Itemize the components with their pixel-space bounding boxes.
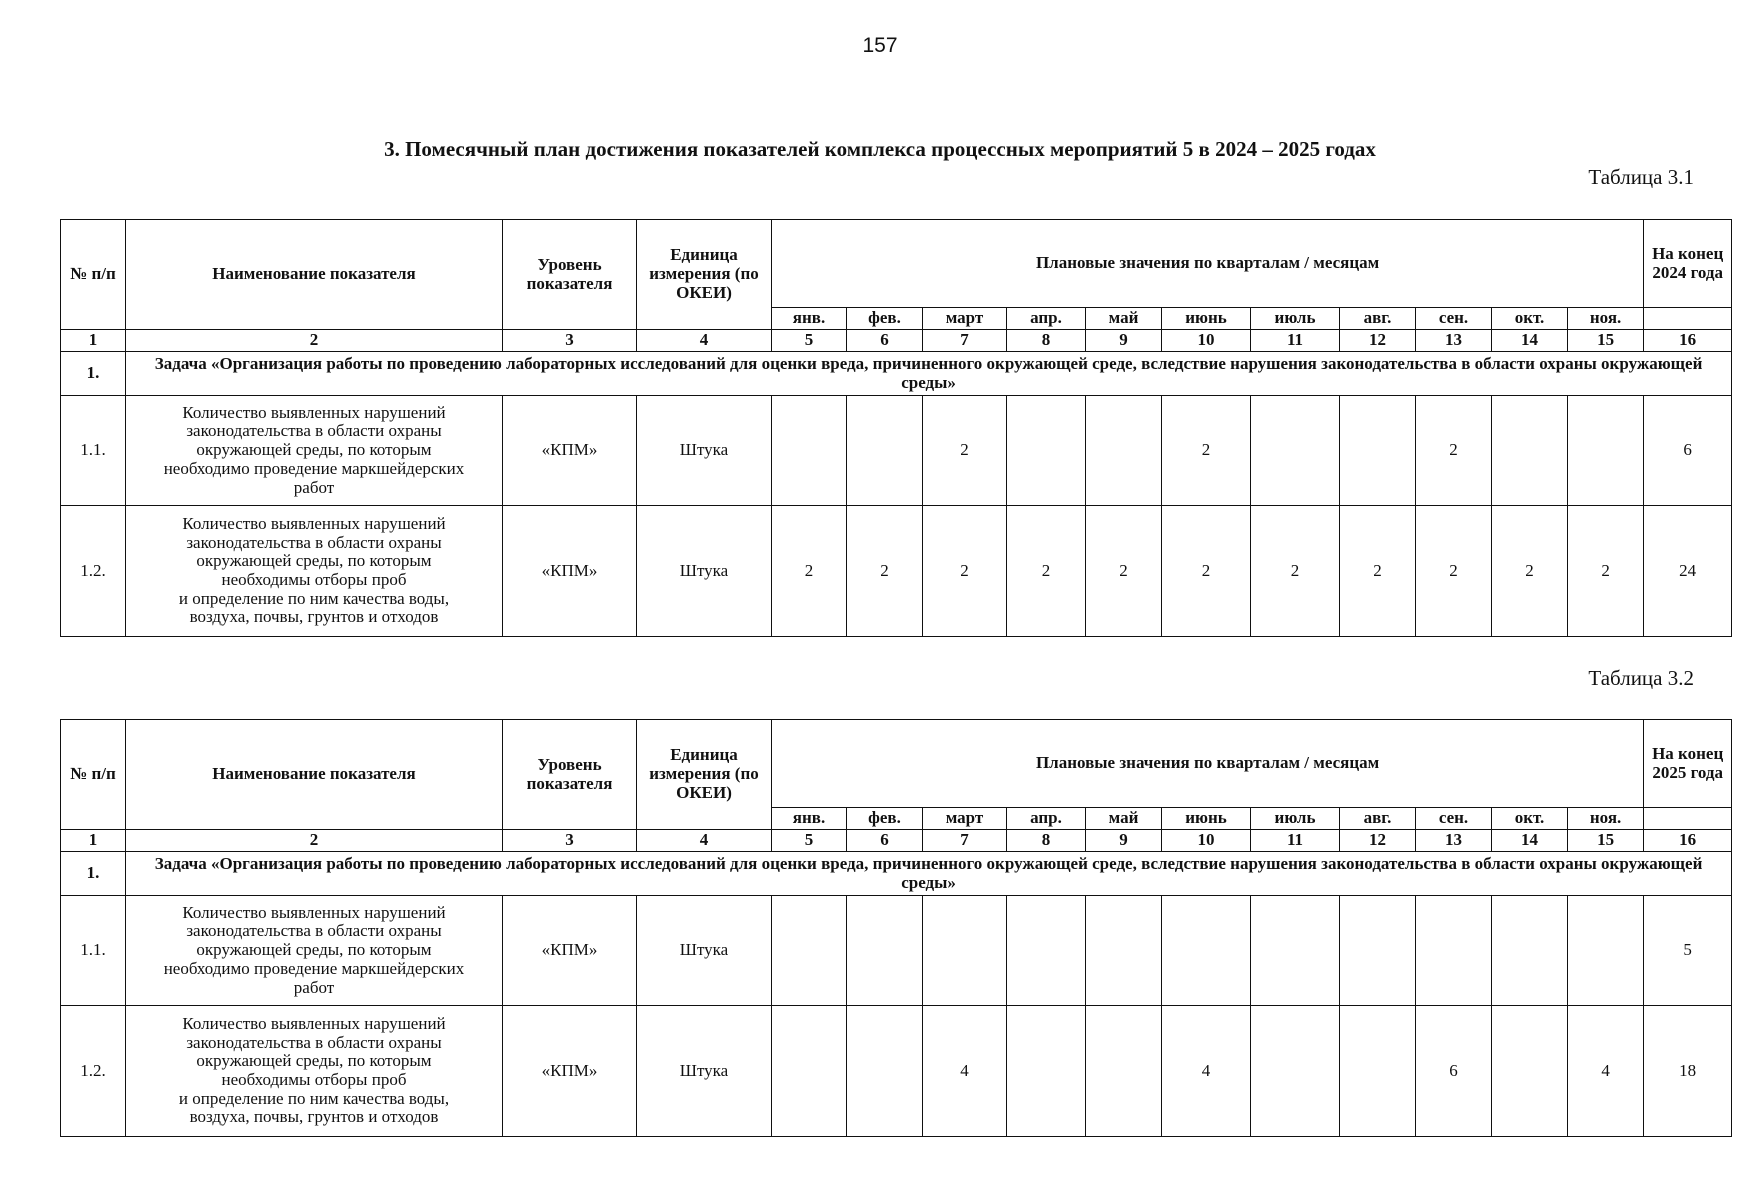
indicator-name-line: и определение по ним качества воды, [178,588,450,608]
column-number: 14 [1492,330,1568,352]
table-row [61,396,1732,506]
header-month: ноя. [1568,308,1644,330]
indicator-name-line: законодательства в области охраны [186,532,442,552]
header-month: июнь [1162,808,1251,830]
header-month: окт. [1492,808,1568,830]
month-value: 2 [1340,506,1416,637]
month-value [923,896,1007,1006]
header-month: сен. [1416,308,1492,330]
column-number: 1 [61,830,126,852]
table-caption: Таблица 3.1 [1588,165,1694,189]
column-number: 3 [503,830,637,852]
header-unit: Единица измерения (по ОКЕИ) [637,220,772,330]
month-value: 4 [923,1006,1007,1137]
month-value: 2 [1251,506,1340,637]
indicator-name-line: окружающей среды, по которым [196,551,432,571]
header-month: июль [1251,308,1340,330]
month-value: 2 [772,506,847,637]
month-value [772,896,847,1006]
table-caption: Таблица 3.2 [1588,666,1694,690]
table-row [61,506,1732,637]
header-month: янв. [772,808,847,830]
indicator-name [126,396,503,506]
indicator-name-line: необходимо проведение маркшейдерских [163,458,465,478]
indicator-level: «КПМ» [503,1006,637,1137]
column-number-row [61,330,1732,352]
month-value [847,396,923,506]
indicator-name-line: Количество выявленных нарушений [182,402,446,422]
indicator-name [126,1006,503,1137]
indicator-unit: Штука [637,396,772,506]
column-number: 12 [1340,330,1416,352]
month-value [1251,896,1340,1006]
header-month: июнь [1162,308,1251,330]
header-month: ноя. [1568,808,1644,830]
table-row [61,1006,1732,1137]
month-value [1492,896,1568,1006]
header-month: фев. [847,308,923,330]
month-value: 2 [923,506,1007,637]
column-number: 16 [1644,830,1732,852]
month-value [1340,396,1416,506]
header-end: На конец 2025 года [1644,720,1732,808]
header-row [61,220,1732,308]
page-number: 157 [862,34,898,57]
column-number: 13 [1416,830,1492,852]
header-month: фев. [847,808,923,830]
task-text: Задача «Организация работы по проведению лабораторных исследований для оценки вреда, причиненного окружающей среде, вследствие нарушения законодательства в области охраны окружающей среды» [126,352,1732,396]
month-value [1162,896,1251,1006]
column-number: 9 [1086,330,1162,352]
indicator-level: «КПМ» [503,506,637,637]
header-month: март [923,808,1007,830]
column-number: 14 [1492,830,1568,852]
month-value [847,1006,923,1137]
month-value: 2 [923,396,1007,506]
row-num: 1.1. [61,396,126,506]
column-number: 4 [637,830,772,852]
task-text: Задача «Организация работы по проведению лабораторных исследований для оценки вреда, причиненного окружающей среде, вследствие нарушения законодательства в области охраны окружающей среды» [126,852,1732,896]
column-number: 12 [1340,830,1416,852]
header-month: май [1086,808,1162,830]
month-value [772,1006,847,1137]
column-number: 8 [1007,330,1086,352]
end-value: 24 [1644,506,1732,637]
month-value: 2 [1416,396,1492,506]
month-value [1340,896,1416,1006]
header-plan: Плановые значения по кварталам / месяцам [772,720,1644,808]
month-value: 4 [1162,1006,1251,1137]
month-value [1086,896,1162,1006]
column-number: 15 [1568,330,1644,352]
header-month: июль [1251,808,1340,830]
month-value [1086,1006,1162,1137]
column-number: 7 [923,830,1007,852]
indicator-name-line: окружающей среды, по которым [196,440,432,460]
indicator-name-line: Количество выявленных нарушений [182,513,446,533]
task-row [61,852,1732,896]
task-row [61,352,1732,396]
column-number: 10 [1162,330,1251,352]
row-num: 1.1. [61,896,126,1006]
indicator-name-line: необходимы отборы проб [221,1070,407,1089]
column-number: 15 [1568,830,1644,852]
month-value: 2 [1416,506,1492,637]
indicator-name-line: окружающей среды, по которым [196,940,432,960]
month-value [1007,896,1086,1006]
month-value [1007,1006,1086,1137]
header-level: Уровень показателя [503,220,637,330]
end-value: 6 [1644,396,1732,506]
header-month: авг. [1340,308,1416,330]
header-month: авг. [1340,808,1416,830]
column-number: 6 [847,330,923,352]
month-value: 2 [1086,506,1162,637]
column-number: 16 [1644,330,1732,352]
header-month: окт. [1492,308,1568,330]
column-number: 5 [772,830,847,852]
column-number: 4 [637,330,772,352]
indicator-unit: Штука [637,506,772,637]
indicator-name [126,896,503,1006]
column-number-row [61,830,1732,852]
column-number: 2 [126,830,503,852]
document-title: 3. Помесячный план достижения показателей комплекса процессных мероприятий 5 в 2024 – 2025 годах [384,137,1376,161]
indicator-name-line: воздуха, почвы, грунтов и отходов [189,607,439,627]
indicator-level: «КПМ» [503,896,637,1006]
month-value: 4 [1568,1006,1644,1137]
month-value [1251,396,1340,506]
indicator-name-line: законодательства в области охраны [186,921,442,941]
column-number: 7 [923,330,1007,352]
column-number: 9 [1086,830,1162,852]
column-number: 1 [61,330,126,352]
month-value: 2 [1568,506,1644,637]
month-value [1007,396,1086,506]
indicator-name-line: работ [293,477,335,497]
month-value [1340,1006,1416,1137]
header-month: сен. [1416,808,1492,830]
header-plan: Плановые значения по кварталам / месяцам [772,220,1644,308]
indicator-name [126,506,503,637]
task-num: 1. [61,852,126,896]
month-value [1416,896,1492,1006]
column-number: 3 [503,330,637,352]
header-end-blank [1644,808,1732,830]
header-num: № п/п [61,220,126,330]
end-value: 18 [1644,1006,1732,1137]
indicator-unit: Штука [637,1006,772,1137]
indicator-name-line: Количество выявленных нарушений [182,1013,446,1033]
row-num: 1.2. [61,1006,126,1137]
indicator-name-line: и определение по ним качества воды, [178,1088,450,1108]
indicator-name-line: необходимо проведение маркшейдерских [163,958,465,978]
column-number: 10 [1162,830,1251,852]
end-value: 5 [1644,896,1732,1006]
month-value: 2 [847,506,923,637]
row-num: 1.2. [61,506,126,637]
header-month: апр. [1007,308,1086,330]
month-value: 2 [1162,396,1251,506]
column-number: 8 [1007,830,1086,852]
month-value [1251,1006,1340,1137]
header-num: № п/п [61,720,126,830]
indicator-level: «КПМ» [503,396,637,506]
indicator-name-line: окружающей среды, по которым [196,1051,432,1071]
plan-table [60,219,1732,637]
column-number: 11 [1251,830,1340,852]
month-value: 6 [1416,1006,1492,1137]
month-value [1492,1006,1568,1137]
column-number: 13 [1416,330,1492,352]
month-value [1568,896,1644,1006]
month-value: 2 [1492,506,1568,637]
column-number: 6 [847,830,923,852]
table-row [61,896,1732,1006]
indicator-name-line: Количество выявленных нарушений [182,902,446,922]
header-month: март [923,308,1007,330]
indicator-name-line: необходимы отборы проб [221,570,407,589]
header-unit: Единица измерения (по ОКЕИ) [637,720,772,830]
header-month: май [1086,308,1162,330]
column-number: 5 [772,330,847,352]
indicator-name-line: воздуха, почвы, грунтов и отходов [189,1107,439,1127]
header-month: апр. [1007,808,1086,830]
month-value [847,896,923,1006]
month-value [1568,396,1644,506]
indicator-unit: Штука [637,896,772,1006]
header-level: Уровень показателя [503,720,637,830]
column-number: 11 [1251,330,1340,352]
indicator-name-line: работ [293,977,335,997]
header-row [61,720,1732,808]
month-value [1492,396,1568,506]
header-end-blank [1644,308,1732,330]
month-value: 2 [1162,506,1251,637]
month-value: 2 [1007,506,1086,637]
header-name: Наименование показателя [126,720,503,830]
task-num: 1. [61,352,126,396]
header-month: янв. [772,308,847,330]
column-number: 2 [126,330,503,352]
header-name: Наименование показателя [126,220,503,330]
indicator-name-line: законодательства в области охраны [186,1032,442,1052]
month-value [772,396,847,506]
month-value [1086,396,1162,506]
header-end: На конец 2024 года [1644,220,1732,308]
indicator-name-line: законодательства в области охраны [186,421,442,441]
plan-table [60,719,1732,1137]
